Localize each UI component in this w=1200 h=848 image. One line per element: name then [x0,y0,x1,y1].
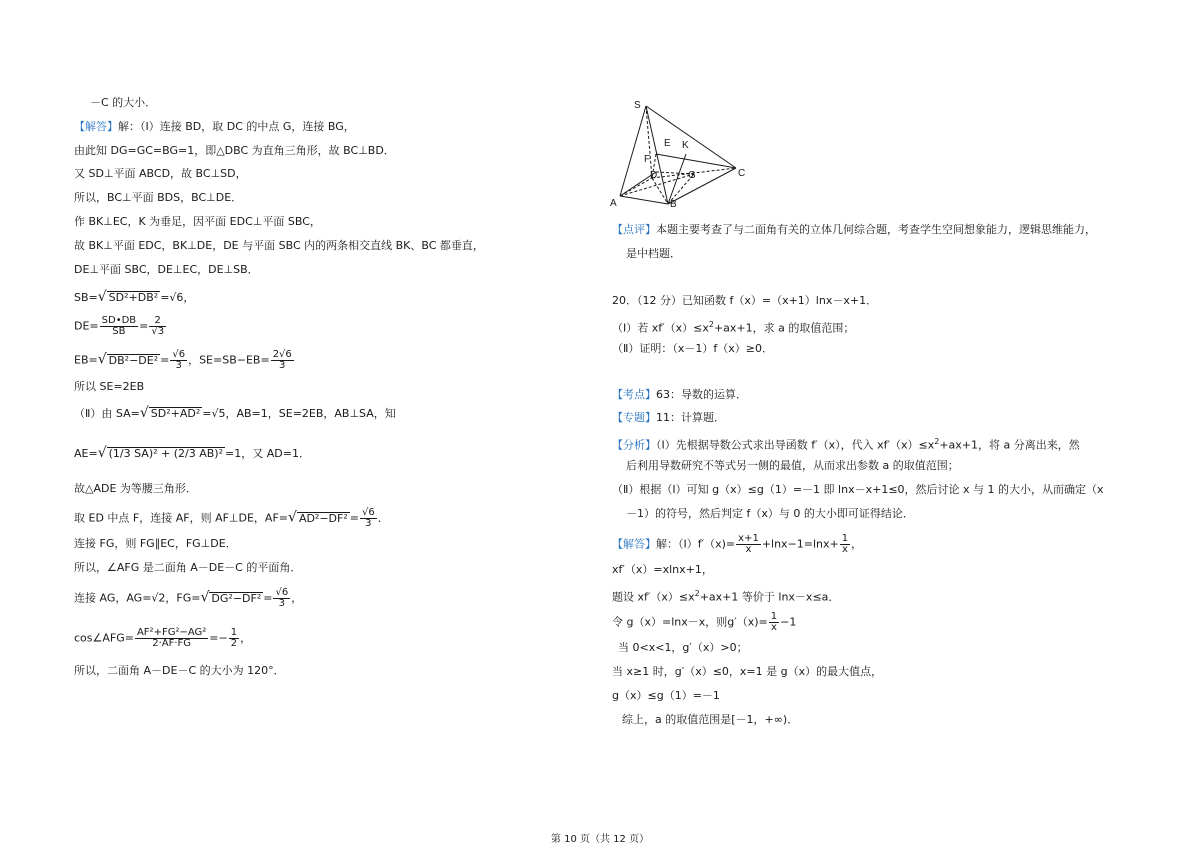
formula-part: ， [291,591,303,605]
line-text: （Ⅰ）先根据导数公式求出导函数 f′（x），代入 xf′（x）≤x [656,438,935,452]
denominator: x [745,544,752,555]
numerator: x+1 [738,533,759,544]
formula-part: AE= [74,447,98,460]
numerator: √6 [275,587,289,598]
text-line: 由此知 DG=GC=BG=1，即△DBC 为直角三角形，故 BC⊥BD． [74,144,395,157]
sqrt-sign: √ [97,445,107,461]
edge-db [652,178,668,204]
label-f: F [644,154,651,165]
radicand: DG²−DF² [211,591,262,605]
text-line [612,223,1096,237]
formula-part: =√6， [160,291,195,304]
numerator: 1 [841,533,849,544]
formula-part: = [160,353,170,367]
label-g: G [688,170,696,181]
comment-tag: 【点评】 [612,223,656,236]
fraction [271,350,294,371]
formula-ae [74,446,310,461]
formula-part: ． [377,511,389,525]
text-line: 故 BK⊥平面 EDC，BK⊥DE，DE 与平面 SBC 内的两条相交直线 BK、BC 都垂直， [74,239,484,252]
formula-part: 连接 AG，AG=√2，FG= [74,591,201,605]
text-line [612,318,854,336]
line-text: （Ⅰ）若 xf′（x）≤x [612,321,709,335]
answer-tag: 【解答】 [612,537,656,551]
fraction [135,628,208,649]
line-text: 本题主要考查了与二面角有关的立体几何综合题，考查学生空间想象能力，逻辑思维能力， [656,223,1096,236]
radicand: SD²+AD² [150,407,201,420]
line-text: 63：导数的运算． [656,388,747,401]
denominator: √3 [151,326,165,337]
formula-part: 令 g（x）=lnx－x，则g′（x)= [612,615,768,629]
text-line: （Ⅱ）根据（Ⅰ）可知 g（x）≤g（1）=－1 即 lnx－x+1≤0，然后讨论 x 与 1 的大小，从而确定（x [612,483,1104,496]
fraction [149,316,166,337]
formula-part: EB= [74,353,98,367]
fraction [360,508,377,529]
formula-part: = [263,591,273,605]
superscript: 2 [934,437,940,446]
formula-part: SB= [74,291,98,304]
formula-cos [74,628,251,649]
text-line: DE⊥平面 SBC，DE⊥EC，DE⊥SB． [74,263,259,276]
formula-part: ，SE=SB−EB= [188,353,270,367]
numerator: 1 [230,627,238,638]
fraction [170,350,187,371]
edge-sc [646,106,736,168]
formula-part: 取 ED 中点 F，连接 AF，则 AF⊥DE，AF= [74,511,289,525]
fraction [840,534,850,555]
formula-part: =√5，AB=1，SE=2EB，AB⊥SA，知 [202,407,396,420]
formula-af [74,508,389,529]
label-a: A [610,198,617,208]
numerator: AF²+FG²−AG² [136,627,207,638]
text-line: （Ⅱ）证明：（x－1）f（x）≥0． [612,342,774,355]
sqrt-sign: √ [200,589,210,606]
radicand: AD²−DF² [298,511,348,525]
denominator: 2 [230,638,238,649]
numerator: √6 [362,507,375,518]
formula-part: （Ⅱ）由 SA= [74,407,140,420]
formula-part: DE= [74,319,99,333]
numerator: SD•DB [101,315,137,326]
text-line: g（x）≤g（1）=－1 [612,689,720,702]
text-line [612,411,725,425]
fraction [736,534,761,555]
line-text: +ax+1，求 a 的取值范围； [713,321,855,335]
text-line: 是中档题． [626,247,681,260]
text-line: 所以，二面角 A－DE－C 的大小为 120°． [74,664,285,677]
formula-part: ， [240,631,252,645]
sqrt-sign: √ [97,289,107,305]
numerator: 2√6 [272,349,292,360]
kaodian-tag: 【考点】 [612,388,656,401]
edge-bk [668,154,686,204]
line-text: +ax+1，将 a 分离出来，然 [939,438,1080,452]
text-line: 所以 SE=2EB [74,380,145,393]
text-line: 后利用导数研究不等式另一侧的最值，从而求出参数 a 的取值范围； [626,459,959,472]
denominator: 3 [279,360,286,371]
pyramid-figure [608,96,758,208]
formula-fprime [612,534,862,555]
text-line: 所以，∠AFG 是二面角 A－DE－C 的平面角． [74,561,302,574]
sqrt-sign: √ [97,351,107,368]
text-line: 又 SD⊥平面 ABCD，故 BC⊥SD， [74,167,247,180]
page-footer: 第 10 页（共 12 页） [550,834,650,845]
text-line: xf′（x）=xlnx+1， [612,563,713,576]
numerator: 1 [770,611,778,622]
line-text: +ax+1 等价于 lnx－x≤a． [699,590,840,604]
superscript: 2 [708,320,714,329]
superscript: 2 [694,589,700,598]
formula-eb [74,350,295,371]
text-line: 所以，BC⊥平面 BDS，BC⊥DE． [74,191,243,204]
text-line [612,388,747,402]
numerator: 2 [149,316,166,327]
line-text: 11：计算题． [656,411,725,424]
edge-sa [620,106,646,196]
text-line [74,120,355,134]
label-s: S [634,100,641,111]
formula-gprime [612,612,796,633]
label-d: D [650,170,658,181]
denominator: 3 [365,518,372,529]
label-e: E [664,138,671,149]
text-line: －C 的大小． [90,96,157,109]
text-line: 当 x≥1 时，g′（x）≤0，x=1 是 g（x）的最大值点， [612,665,883,678]
question-20: 20．（12 分）已知函数 f（x）=（x+1）lnx－x+1． [612,294,878,307]
formula-part: ， [851,537,863,551]
radicand: DB²−DE² [108,353,159,367]
formula-part: cos∠AFG= [74,631,134,645]
denominator: x [841,544,848,555]
fraction [273,588,290,609]
text-line: 作 BK⊥EC，K 为垂足，因平面 EDC⊥平面 SBC， [74,215,321,228]
sqrt-sign: √ [288,509,297,526]
numerator: √6 [172,349,186,360]
line-text: 解：（Ⅰ）连接 BD，取 DC 的中点 G，连接 BG， [118,120,355,133]
label-c: C [738,168,746,179]
formula-part: = [139,319,149,333]
edge-ec [656,154,736,168]
text-line: 连接 FG，则 FG∥EC，FG⊥DE． [74,537,237,550]
label-k: K [682,140,689,151]
denominator: 2·AF·FG [152,638,192,649]
formula-part: 解：（Ⅰ）f′（x)= [656,537,736,551]
line-text: 题设 xf′（x）≤x [612,590,695,604]
formula-part: = [349,511,359,525]
text-line: 故△ADE 为等腰三角形． [74,482,197,495]
radicand: (1/3 SA)² + (2/3 AB)² [108,447,224,460]
answer-tag: 【解答】 [74,120,118,133]
denominator: 3 [175,360,182,371]
analysis-tag: 【分析】 [612,438,656,452]
formula-de [74,316,167,337]
formula-sa [74,406,396,421]
zhuanti-tag: 【专题】 [612,411,656,424]
fraction [229,628,239,649]
denominator: SB [112,326,126,337]
text-line [612,587,839,605]
radicand: SD²+DB² [108,291,159,304]
text-line: 综上，a 的取值范围是[－1，+∞)． [622,713,799,726]
fraction [769,612,779,633]
formula-sb [74,290,194,305]
edge-ab [620,196,668,204]
text-line: －1）的符号，然后判定 f（x）与 0 的大小即可证得结论． [626,507,914,520]
formula-part: +lnx−1=lnx+ [761,537,839,551]
text-line: 当 0<x<1，g′（x）>0； [618,641,748,654]
fraction [100,316,139,337]
formula-ag [74,588,302,609]
text-line [612,435,1080,453]
formula-part: −1 [780,615,797,629]
denominator: 3 [278,598,286,609]
denominator: x [770,622,777,633]
formula-part: =1，又 AD=1． [225,447,310,460]
sqrt-sign: √ [139,405,149,421]
label-b: B [670,199,677,208]
formula-part: =− [209,631,228,645]
edge-sd [646,106,652,178]
